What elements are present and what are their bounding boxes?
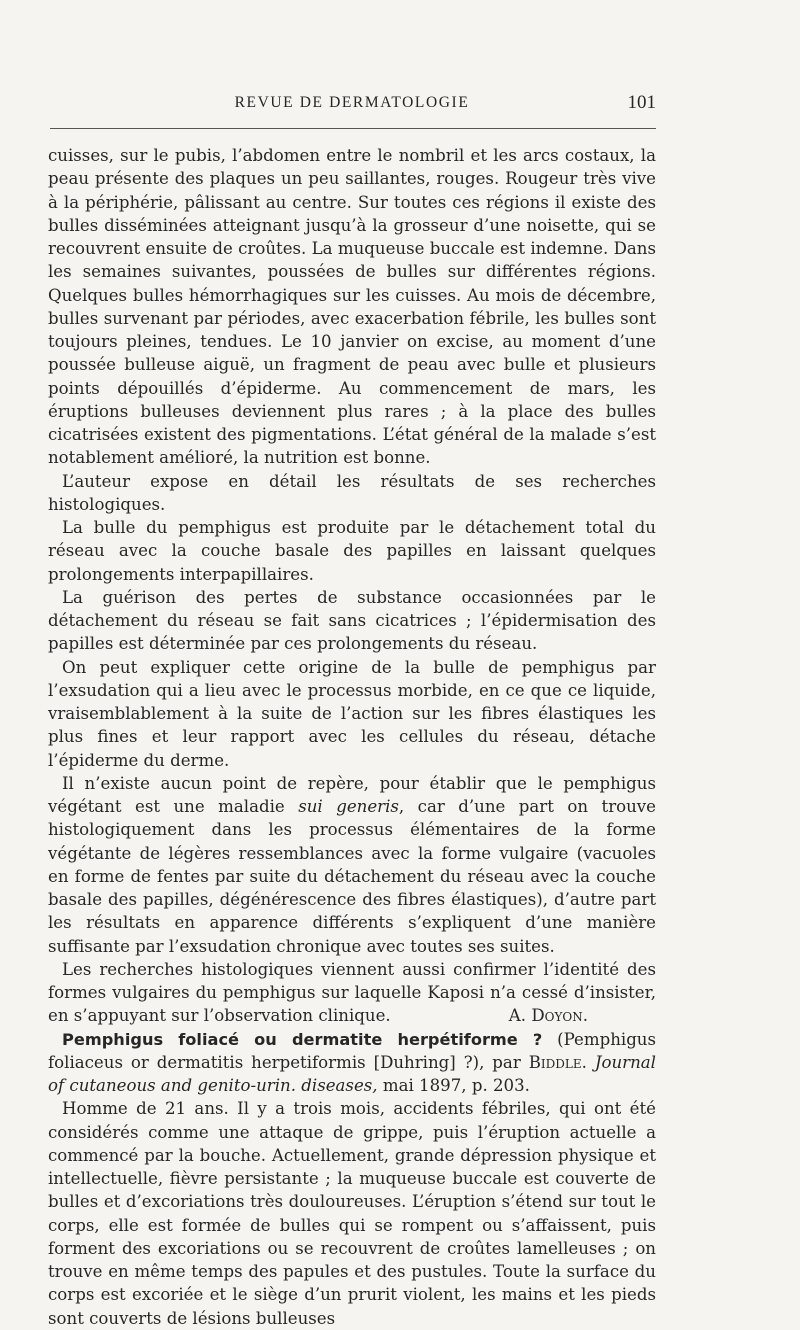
paragraph-pemphigus-vegetant [48, 772, 656, 958]
paragraph-text: , car d’une part on trouve histologiquement dans les processus élémentaires de la forme végétante de légères ressemblances avec la forme vulgaire (vacuoles en forme de fentes par suite du détachement du réseau avec la couche basale des papilles, dégénérescence des fibres élastiques), d’autre part les résultats en apparence différents s’expliquent d’une manière suffisante par l’exsudation chronique avec toutes ses suites. [48, 797, 656, 956]
paragraph-text: Il n’existe aucun point de repère, pour établir que le pemphigus végétant est une maladie [48, 773, 656, 816]
paragraph-text: La bulle du pemphigus est produite par le détachement total du réseau avec la couche basale des papilles en laissant quelques prolongements interpapillaires. [48, 518, 656, 584]
paragraph-exsudation [48, 656, 656, 772]
header-rule [50, 128, 656, 129]
paragraph-text: L’auteur expose en détail les résultats de ses recherches histologiques. [48, 471, 656, 514]
paragraph-text: Les recherches histologiques viennent aussi confirmer l’identité des formes vulgaires du pemphigus sur laquelle Kaposi n’a cessé d’insister, en s’appuyant sur l’observation clinique. [48, 959, 656, 1026]
article-title: Pemphigus foliacé ou dermatite herpétiforme ? [62, 1029, 543, 1049]
paragraph-identity [48, 958, 656, 1028]
author-name: Biddle. [528, 1052, 587, 1072]
paragraph-text: (Pemphigus foliaceus or dermatitis herpetiformis [Duhring] ?), par [48, 1029, 657, 1072]
paragraph-text: cuisses, sur le pubis, l’abdomen entre le nombril et les arcs costaux, la peau présente des plaques un peu saillantes, rouges. Rougeur très vive à la périphérie, pâlissant au centre. Sur toutes ces régions il existe des bulles disséminées atteignant jusqu’à la grosseur d’une noisette, qui se recouvrent ensuite de croûtes. La muqueuse buccale est indemne. Dans les semaines suivantes, poussées de bulles sur différentes régions. Quelques bulles hémorrhagiques sur les cuisses. Au mois de décembre, bulles survenant par périodes, avec exacerbation fébrile, les bulles sont toujours pleines, tendues. Le 10 janvier on excise, au moment d’une poussée bulleuse aiguë, un fragment de peau avec bulle et plusieurs points dépouillés d’épiderme. Au commencement de mars, les éruptions bulleuses deviennent plus rares ; à la place des bulles cicatrisées existent des pigmentations. L’état général de la malade s’est notablement amélioré, la nutrition est bonne. [48, 146, 656, 468]
paragraph-text: mai 1897, p. 203. [382, 1076, 530, 1095]
paragraph-text: On peut expliquer cette origine de la bulle de pemphigus par l’exsudation qui a lieu avec le processus morbide, en ce que ce liquide, vraisemblablement à la suite de l’action sur les fibres élastiques les plus fines et leur rapport avec les cellules du réseau, détache l’épiderme du derme. [48, 657, 656, 770]
author-signature: A. Doyon. [508, 1006, 588, 1026]
paragraph-clinical-description [48, 144, 656, 470]
paragraph-histology-intro [48, 470, 656, 517]
italic-term: sui generis [298, 797, 399, 816]
paragraph-new-article-title [48, 1028, 656, 1098]
running-head [48, 92, 656, 114]
paragraph-text: Homme de 21 ans. Il y a trois mois, accidents fébriles, qui ont été considérés comme une attaque de grippe, puis l’éruption actuelle a commencé par la bouche. Actuellement, grande dépression physique et intellectuelle, fièvre persistante ; la muqueuse buccale est couverte de bulles et d’excoriations très douloureuses. L’éruption s’étend sur tout le corps, elle est formée de bulles qui se rompent ou s’affaissent, puis forment des excoriations ou se recouvrent de croûtes lamelleuses ; on trouve en même temps des papules et des pustules. Toute la surface du corps est excoriée et le siège d’un prurit violent, les mains et les pieds sont couverts de lésions bulleuses [48, 1099, 656, 1328]
running-title: REVUE DE DERMATOLOGIE [234, 94, 470, 111]
paragraph-bulle-origin [48, 516, 656, 586]
paragraph-healing [48, 586, 656, 656]
page-number: 101 [627, 92, 656, 113]
paragraph-case-report [48, 1097, 656, 1330]
article-body [48, 144, 656, 1330]
paragraph-text: La guérison des pertes de substance occasionnées par le détachement du réseau se fait sans cicatrices ; l’épidermisation des papilles est déterminée par ces prolongements du réseau. [48, 587, 656, 654]
journal-name: Journal of cutaneous and genito-urin. diseases, [48, 1052, 656, 1095]
